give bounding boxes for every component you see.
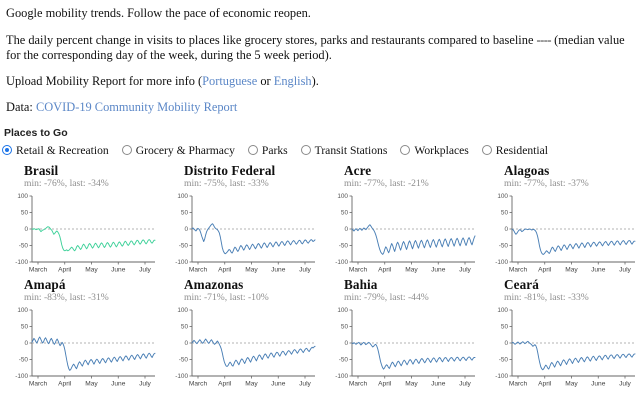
x-axis-tick-label: July	[299, 266, 311, 273]
x-axis-tick-label: April	[58, 380, 72, 387]
y-axis-tick-label: -50	[338, 242, 348, 250]
x-axis-tick-label: June	[111, 380, 126, 387]
radio-option-parks[interactable]	[248, 144, 288, 157]
y-axis-tick-label: -50	[18, 356, 28, 364]
intro-p2-part2: (median value for the corresponding day of the week, during the 5 week period).	[6, 32, 625, 62]
intro-section	[0, 0, 640, 116]
radio-option-label: Retail & Recreation	[16, 143, 109, 157]
y-axis-tick-label: 100	[17, 306, 28, 314]
radio-option-retail-recreation[interactable]	[2, 144, 109, 157]
y-axis-tick-label: 100	[177, 192, 188, 200]
intro-line-1-text: Google mobility trends. Follow the pace of economic reopen.	[6, 6, 311, 20]
y-axis-tick-label: 50	[500, 209, 508, 217]
x-axis-tick-label: March	[188, 380, 208, 387]
x-axis-tick-label: June	[271, 380, 286, 387]
x-axis-tick-label: June	[271, 266, 286, 273]
mobility-line-chart	[2, 304, 162, 390]
radio-dot-icon[interactable]	[400, 145, 410, 155]
x-axis-tick-label: May	[245, 266, 258, 273]
mobility-series-line	[192, 223, 315, 253]
data-label: Data:	[6, 100, 33, 114]
community-mobility-report-link[interactable]: COVID-19 Community Mobility Report	[35, 100, 238, 114]
y-axis-tick-label: -50	[18, 242, 28, 250]
x-axis-tick-label: July	[459, 380, 471, 387]
chart-panel-title: Amazonas	[184, 276, 244, 292]
intro-p3-part2: ).	[311, 73, 319, 88]
y-axis-tick-label: -50	[178, 356, 188, 364]
y-axis-tick-label: 50	[340, 209, 348, 217]
y-axis-tick-label: 100	[497, 192, 508, 200]
mobility-line-chart	[482, 190, 640, 276]
x-axis-tick-label: April	[538, 380, 552, 387]
y-axis-tick-label: -100	[495, 372, 508, 380]
x-axis-tick-label: July	[139, 380, 151, 387]
mobility-line-chart	[322, 304, 482, 390]
x-axis-tick-label: June	[431, 380, 446, 387]
chart-panel	[480, 164, 640, 278]
chart-panel-stats: min: -77%, last: -21%	[344, 177, 429, 189]
y-axis-tick-label: -50	[178, 242, 188, 250]
y-axis-tick-label: 0	[184, 339, 188, 347]
radio-option-label: Workplaces	[414, 143, 469, 157]
chart-panel	[160, 278, 320, 392]
x-axis-tick-label: July	[619, 266, 631, 273]
y-axis-tick-label: -100	[335, 372, 348, 380]
y-axis-tick-label: 100	[177, 306, 188, 314]
mobility-line-chart	[322, 190, 482, 276]
y-axis-tick-label: 0	[24, 339, 28, 347]
intro-line-1	[6, 6, 630, 22]
y-axis-tick-label: 0	[344, 225, 348, 233]
y-axis-tick-label: 50	[20, 209, 28, 217]
x-axis-tick-label: April	[378, 266, 392, 273]
radio-dot-icon[interactable]	[122, 145, 132, 155]
y-axis-tick-label: 0	[24, 225, 28, 233]
x-axis-tick-label: July	[139, 266, 151, 273]
intro-paragraph-2	[6, 33, 630, 64]
radio-dot-icon[interactable]	[482, 145, 492, 155]
mobility-line-chart	[482, 304, 640, 390]
x-axis-tick-label: March	[28, 266, 48, 273]
x-axis-tick-label: March	[188, 266, 208, 273]
y-axis-tick-label: -100	[175, 258, 188, 266]
chart-panel	[480, 278, 640, 392]
x-axis-tick-label: June	[591, 266, 606, 273]
chart-panel-title: Ceará	[504, 276, 539, 292]
y-axis-tick-label: -100	[15, 258, 28, 266]
x-axis-tick-label: April	[218, 380, 232, 387]
y-axis-tick-label: 50	[180, 209, 188, 217]
radio-option-residential[interactable]	[482, 144, 548, 157]
y-axis-tick-label: 0	[344, 339, 348, 347]
y-axis-tick-label: 100	[337, 306, 348, 314]
y-axis-tick-label: 100	[497, 306, 508, 314]
y-axis-tick-label: 0	[504, 225, 508, 233]
radio-option-label: Transit Stations	[314, 143, 388, 157]
x-axis-tick-label: May	[85, 380, 98, 387]
y-axis-tick-label: -50	[498, 242, 508, 250]
chart-panel-stats: min: -81%, last: -33%	[504, 291, 589, 303]
mobility-series-line	[512, 229, 635, 254]
x-axis-tick-label: March	[508, 266, 528, 273]
x-axis-tick-label: July	[459, 266, 471, 273]
radio-option-grocery-pharmacy[interactable]	[122, 144, 235, 157]
x-axis-tick-label: June	[111, 266, 126, 273]
places-to-go-label: Places to Go	[4, 126, 68, 139]
y-axis-tick-label: 50	[500, 323, 508, 331]
x-axis-tick-label: March	[348, 266, 368, 273]
radio-dot-selected-icon[interactable]	[2, 145, 12, 155]
upload-report-text: Upload Mobility Report for more info (	[6, 73, 203, 88]
mobility-line-chart	[2, 190, 162, 276]
data-source-line	[6, 100, 630, 116]
mobility-line-chart	[162, 190, 322, 276]
x-axis-tick-label: April	[58, 266, 72, 273]
x-axis-tick-label: June	[591, 380, 606, 387]
chart-panel	[320, 164, 480, 278]
x-axis-tick-label: May	[85, 266, 98, 273]
y-axis-tick-label: -100	[175, 372, 188, 380]
intro-paragraph-3	[6, 74, 630, 90]
y-axis-tick-label: -100	[15, 372, 28, 380]
x-axis-tick-label: May	[565, 380, 578, 387]
x-axis-tick-label: March	[28, 380, 48, 387]
chart-panel-stats: min: -83%, last: -31%	[24, 291, 109, 303]
x-axis-tick-label: April	[538, 266, 552, 273]
x-axis-tick-label: July	[619, 380, 631, 387]
baseline-dash-marker: ----	[536, 32, 552, 47]
y-axis-tick-label: -100	[335, 258, 348, 266]
mobility-series-line	[352, 342, 475, 369]
radio-option-workplaces[interactable]	[400, 144, 468, 157]
x-axis-tick-label: March	[348, 380, 368, 387]
x-axis-tick-label: March	[508, 380, 528, 387]
x-axis-tick-label: April	[218, 266, 232, 273]
x-axis-tick-label: May	[565, 266, 578, 273]
radio-option-label: Residential	[495, 143, 548, 157]
y-axis-tick-label: 50	[20, 323, 28, 331]
x-axis-tick-label: May	[245, 380, 258, 387]
mobility-series-line	[512, 341, 635, 369]
y-axis-tick-label: 100	[337, 192, 348, 200]
chart-panel-title: Bahia	[344, 276, 378, 292]
chart-panel-title: Alagoas	[504, 162, 550, 178]
x-axis-tick-label: May	[405, 266, 418, 273]
chart-panel-stats: min: -76%, last: -34%	[24, 177, 109, 189]
y-axis-tick-label: -100	[495, 258, 508, 266]
x-axis-tick-label: July	[299, 380, 311, 387]
x-axis-tick-label: April	[378, 380, 392, 387]
chart-panel-title: Acre	[344, 162, 372, 178]
chart-panel-stats: min: -77%, last: -37%	[504, 177, 589, 189]
y-axis-tick-label: 50	[180, 323, 188, 331]
x-axis-tick-label: May	[405, 380, 418, 387]
y-axis-tick-label: 0	[504, 339, 508, 347]
chart-panel-title: Distrito Federal	[184, 162, 276, 178]
chart-panel	[320, 278, 480, 392]
charts-grid	[0, 164, 640, 392]
english-link[interactable]: English	[273, 73, 312, 88]
y-axis-tick-label: 100	[17, 192, 28, 200]
y-axis-tick-label: -50	[338, 356, 348, 364]
radio-option-label: Grocery & Pharmacy	[135, 143, 235, 157]
chart-panel-title: Amapá	[24, 276, 66, 292]
or-text: or	[257, 73, 274, 88]
mobility-line-chart	[162, 304, 322, 390]
mobility-series-line	[32, 226, 155, 250]
chart-panel-title: Brasil	[24, 162, 59, 178]
chart-panel-stats: min: -75%, last: -33%	[184, 177, 269, 189]
chart-panel-stats: min: -71%, last: -10%	[184, 291, 269, 303]
places-radio-group[interactable]	[2, 144, 640, 157]
radio-option-label: Parks	[261, 143, 288, 157]
portuguese-link[interactable]: Portuguese	[202, 73, 258, 88]
radio-dot-icon[interactable]	[248, 145, 258, 155]
y-axis-tick-label: 0	[184, 225, 188, 233]
radio-dot-icon[interactable]	[301, 145, 311, 155]
chart-panel	[160, 164, 320, 278]
y-axis-tick-label: 50	[340, 323, 348, 331]
radio-option-transit-stations[interactable]	[301, 144, 388, 157]
chart-panel	[0, 278, 160, 392]
chart-panel	[0, 164, 160, 278]
x-axis-tick-label: June	[431, 266, 446, 273]
mobility-series-line	[32, 337, 155, 370]
y-axis-tick-label: -50	[498, 356, 508, 364]
intro-p2-part1: The daily percent change in visits to places like grocery stores, parks and restaurants compared to baseline	[6, 32, 537, 47]
chart-panel-stats: min: -79%, last: -44%	[344, 291, 429, 303]
